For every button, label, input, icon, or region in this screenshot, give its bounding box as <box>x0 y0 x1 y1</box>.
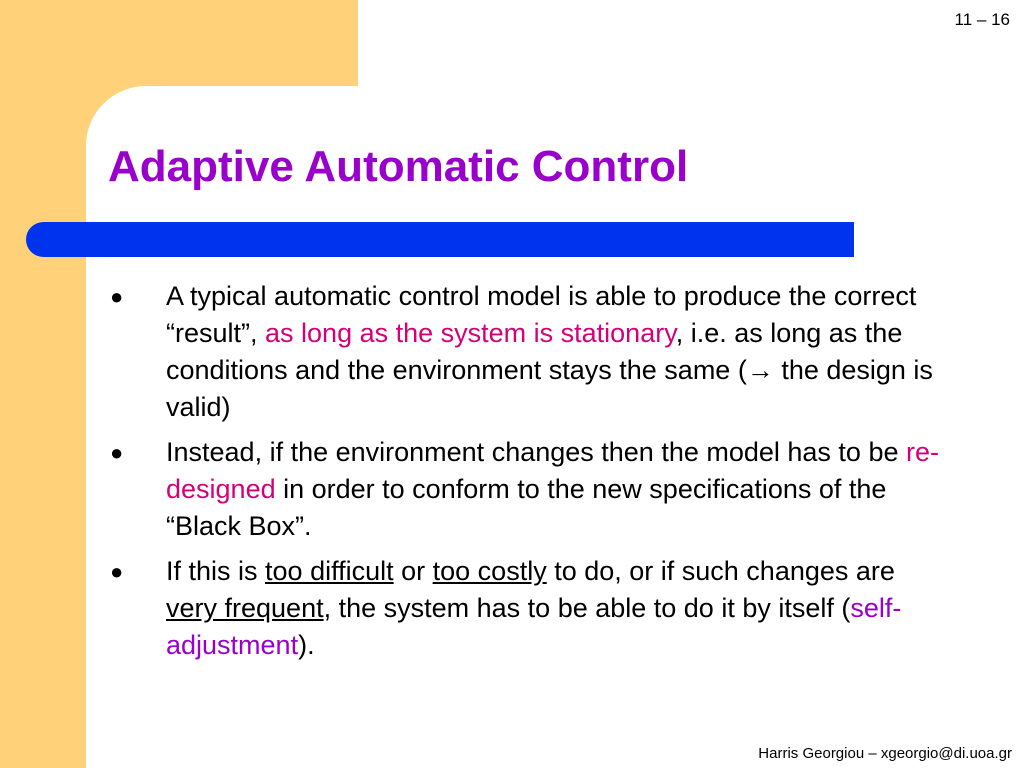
bullet-marker: ● <box>110 559 124 584</box>
bullet-text: to do, or if such changes are <box>546 556 895 586</box>
title-underline-bar <box>26 222 854 257</box>
highlight-text: self-adjustment <box>166 593 902 660</box>
underlined-text: too costly <box>432 556 547 586</box>
bullet-item-1 <box>108 278 948 426</box>
slide-title: Adaptive Automatic Control <box>108 142 689 191</box>
underlined-text: very frequent <box>166 593 324 623</box>
underlined-text: too difficult <box>265 556 394 586</box>
bullet-text: If this is <box>166 556 266 586</box>
bullet-marker: ● <box>110 284 124 309</box>
bullet-marker: ● <box>110 440 124 465</box>
highlight-text: re-designed <box>166 437 939 504</box>
bullet-text: or <box>393 556 433 586</box>
bullet-text: , i.e. as long as the conditions and the environment stays the same ( <box>166 318 903 385</box>
arrow-symbol: → <box>746 355 774 385</box>
footer-author: Harris Georgiou – xgeorgio@di.uoa.gr <box>758 745 1012 762</box>
page-number: 11 – 16 <box>954 10 1010 29</box>
bullet-text: the design is valid) <box>166 355 933 422</box>
bullet-list <box>108 278 948 672</box>
bullet-item-2 <box>108 434 948 545</box>
bullet-text: ). <box>298 630 315 660</box>
bullet-text: , the system has to be able to do it by itself ( <box>323 593 851 623</box>
bullet-item-3 <box>108 553 948 664</box>
bullet-text: in order to conform to the new specifications of the “Black Box”. <box>166 474 887 541</box>
bullet-text: Instead, if the environment changes then the model has to be <box>166 437 906 467</box>
bullet-text: A typical automatic control model is able to produce the correct “result”, <box>166 281 917 348</box>
highlight-text: as long as the system is stationary <box>265 318 676 348</box>
background-band-top <box>0 0 358 86</box>
background-band-left <box>0 0 86 768</box>
